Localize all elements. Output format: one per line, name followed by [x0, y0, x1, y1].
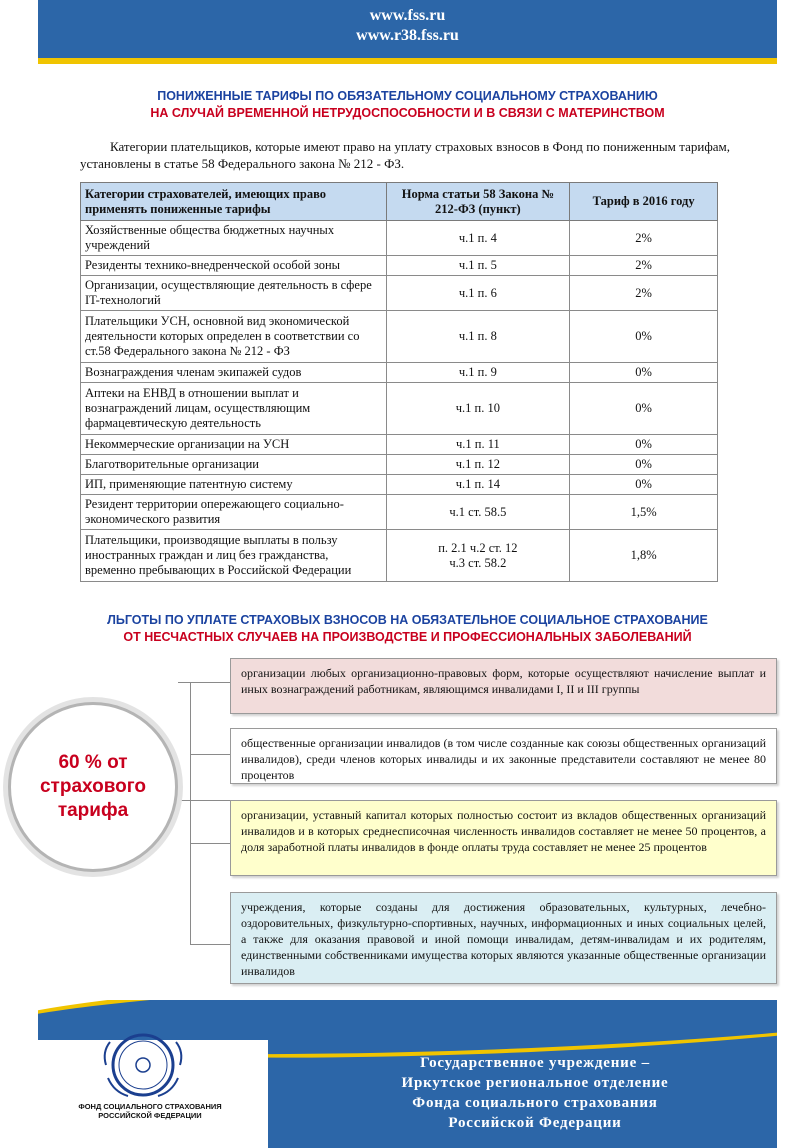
cell-rate: 0% [570, 435, 718, 455]
table-row [81, 455, 718, 475]
cell-norm: ч.1 п. 11 [386, 435, 570, 455]
table-header-row [81, 183, 718, 221]
org-line: Российской Федерации [448, 1115, 622, 1131]
cell-category: Некоммерческие организации на УСН [81, 435, 387, 455]
benefit-box-2: общественные организации инвалидов (в том числе созданные как союзы общественных организаций инвалидов), среди членов которых инвалиды и их законные представители составляют не менее 80 процентов [230, 728, 777, 784]
header-banner [38, 0, 777, 58]
connector-trunk [190, 682, 191, 944]
cell-category: Вознаграждения членам экипажей судов [81, 363, 387, 383]
section2-title-line1: ЛЬГОТЫ ПО УПЛАТЕ СТРАХОВЫХ ВЗНОСОВ НА ОБЯЗАТЕЛЬНОЕ СОЦИАЛЬНОЕ СТРАХОВАНИЕ [107, 613, 708, 627]
website-link-r38[interactable]: www.r38.fss.ru [356, 27, 459, 44]
cell-rate: 0% [570, 311, 718, 363]
cell-norm: ч.1 п. 6 [386, 276, 570, 311]
cell-norm: ч.1 п. 14 [386, 475, 570, 495]
table-row [81, 256, 718, 276]
benefit-box-1: организации любых организационно-правовых форм, которые осуществляют начисление выплат и иных вознаграждений работникам, являющимся инвалидами I, II и III группы [230, 658, 777, 714]
cell-category: Резидент территории опережающего социально-экономического развития [81, 495, 387, 530]
cell-category: Организации, осуществляющие деятельность в сфере IT-технологий [81, 276, 387, 311]
section1-title-line1: ПОНИЖЕННЫЕ ТАРИФЫ ПО ОБЯЗАТЕЛЬНОМУ СОЦИАЛЬНОМУ СТРАХОВАНИЮ [157, 89, 658, 103]
table-row [81, 311, 718, 363]
section1-intro: Категории плательщиков, которые имеют право на уплату страховых взносов в Фонд по пониженным тарифам, установлены в статье 58 Федерального закона № 212 - ФЗ. [80, 139, 730, 171]
discount-circle-text: 60 % от страхового тарифа [39, 752, 147, 821]
fss-logo-icon [98, 1030, 188, 1100]
cell-rate: 2% [570, 221, 718, 256]
cell-rate: 0% [570, 363, 718, 383]
organization-name [300, 1053, 770, 1133]
cell-category: Благотворительные организации [81, 455, 387, 475]
org-line: Государственное учреждение – [420, 1055, 650, 1071]
connector-line [190, 843, 230, 844]
logo-caption-line2: РОССИЙСКОЙ ФЕДЕРАЦИИ [98, 1111, 202, 1120]
table-row [81, 276, 718, 311]
cell-rate: 1,8% [570, 530, 718, 582]
cell-norm: ч.1 п. 10 [386, 383, 570, 435]
section2-title-line2: ОТ НЕСЧАСТНЫХ СЛУЧАЕВ НА ПРОИЗВОДСТВЕ И ПРОФЕССИОНАЛЬНЫХ ЗАБОЛЕВАНИЙ [123, 630, 692, 644]
col-header-norm: Норма статьи 58 Закона № 212-ФЗ (пункт) [386, 183, 570, 221]
cell-norm: ч.1 ст. 58.5 [386, 495, 570, 530]
cell-norm: ч.1 п. 12 [386, 455, 570, 475]
cell-norm: ч.1 п. 5 [386, 256, 570, 276]
org-line: Иркутское региональное отделение [401, 1075, 669, 1091]
cell-rate: 1,5% [570, 495, 718, 530]
cell-rate: 2% [570, 256, 718, 276]
benefit-box-4: учреждения, которые созданы для достижения образовательных, культурных, лечебно-оздоровительных, физкультурно-спортивных, научных, информационных и иных социальных целей, а также для оказания правовой и иной помощи инвалидам, детям-инвалидам и их родителям, единственными собственниками имущества которых являются указанные общественные организации инвалидов [230, 892, 777, 984]
cell-norm: ч.1 п. 9 [386, 363, 570, 383]
section1-title [38, 88, 777, 122]
cell-category: Плательщики УСН, основной вид экономической деятельности которых определен в соответствии со ст.58 Федерального закона № 212 - ФЗ [81, 311, 387, 363]
section1-title-line2: НА СЛУЧАЙ ВРЕМЕННОЙ НЕТРУДОСПОСОБНОСТИ И В СВЯЗИ С МАТЕРИНСТВОМ [150, 106, 665, 120]
cell-rate: 2% [570, 276, 718, 311]
reduced-tariffs-table [80, 182, 718, 582]
cell-category: Хозяйственные общества бюджетных научных учреждений [81, 221, 387, 256]
cell-category: Резиденты технико-внедренческой особой зоны [81, 256, 387, 276]
col-header-rate: Тариф в 2016 году [570, 183, 718, 221]
connector-line [178, 682, 230, 683]
col-header-category: Категории страхователей, имеющих право применять пониженные тарифы [81, 183, 387, 221]
connector-line [190, 754, 230, 755]
cell-rate: 0% [570, 475, 718, 495]
table-row [81, 383, 718, 435]
cell-category: Плательщики, производящие выплаты в пользу иностранных граждан и лиц без гражданства, временно пребывающих в Российской Федерации [81, 530, 387, 582]
org-line: Фонда социального страхования [412, 1095, 658, 1111]
cell-norm: ч.1 п. 8 [386, 311, 570, 363]
table-row [81, 495, 718, 530]
cell-rate: 0% [570, 455, 718, 475]
table-row [81, 530, 718, 582]
cell-category: ИП, применяющие патентную систему [81, 475, 387, 495]
cell-category: Аптеки на ЕНВД в отношении выплат и вознаграждений лицам, осуществляющим фармацевтическую деятельность [81, 383, 387, 435]
header-stripe [38, 58, 777, 64]
connector-line [178, 800, 230, 801]
benefit-box-3: организации, уставный капитал которых полностью состоит из вкладов общественных организаций инвалидов и в которых среднесписочная численность инвалидов составляет не менее 50 процентов, а доля заработной платы инвалидов в фонде оплаты труда составляет не менее 25 процентов [230, 800, 777, 876]
logo-caption-line1: ФОНД СОЦИАЛЬНОГО СТРАХОВАНИЯ [78, 1102, 222, 1111]
discount-circle [8, 702, 178, 872]
section2-title [38, 612, 777, 646]
cell-norm: п. 2.1 ч.2 ст. 12 ч.3 ст. 58.2 [386, 530, 570, 582]
table-row [81, 221, 718, 256]
table-row [81, 435, 718, 455]
cell-norm: ч.1 п. 4 [386, 221, 570, 256]
connector-line [190, 944, 230, 945]
table-row [81, 475, 718, 495]
cell-rate: 0% [570, 383, 718, 435]
website-link-fss[interactable]: www.fss.ru [369, 7, 446, 24]
table-row [81, 363, 718, 383]
logo-caption [62, 1102, 238, 1120]
